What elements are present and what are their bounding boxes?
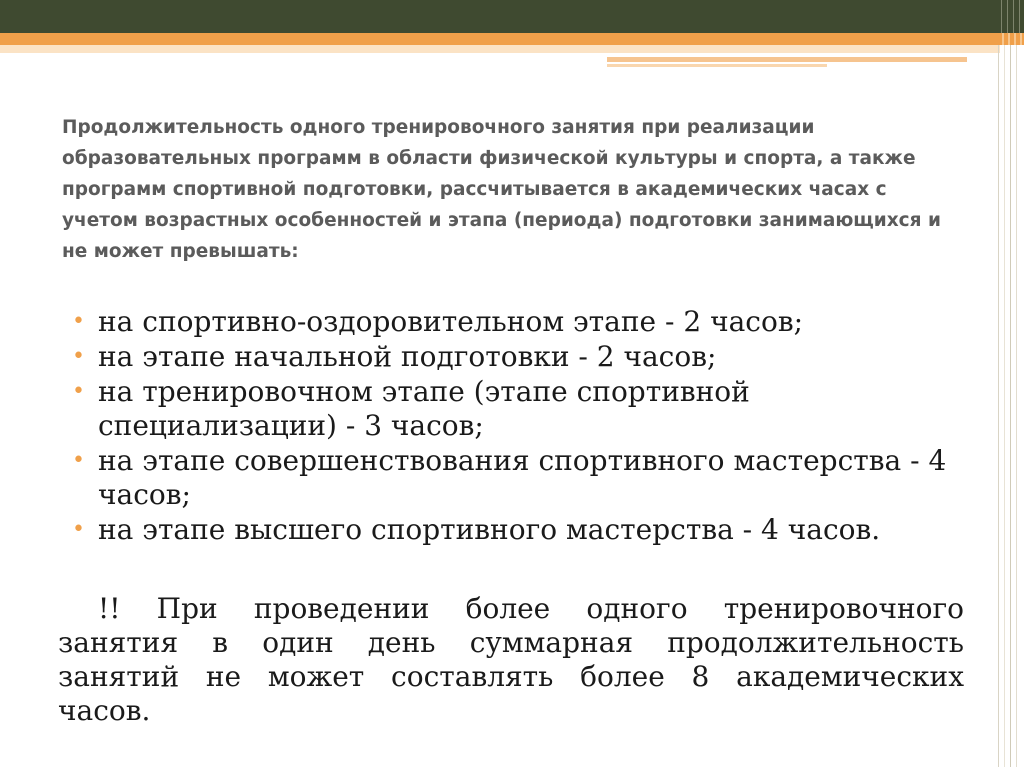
rail-line <box>1004 0 1005 767</box>
rail-orange-texture <box>998 33 1024 45</box>
bullet-item <box>70 444 970 512</box>
bullet-dot-icon: • <box>72 379 85 404</box>
bullet-dot-icon: • <box>72 517 85 542</box>
accent-stripe-pale <box>0 45 1000 53</box>
bullet-list <box>70 305 970 548</box>
bullet-text: на спортивно-оздоровительном этапе - 2 часов; <box>98 305 804 338</box>
bullet-text: на тренировочном этапе (этапе спортивной специализации) - 3 часов; <box>98 375 750 442</box>
bullet-item <box>70 375 970 443</box>
accent-stripe <box>0 33 1024 45</box>
header-band <box>0 0 1024 33</box>
bullet-item <box>70 340 970 374</box>
accent-stripe-short <box>607 57 967 62</box>
rail-line <box>998 0 999 767</box>
bullet-item <box>70 513 970 547</box>
bullet-dot-icon: • <box>72 448 85 473</box>
accent-stripe-shorter <box>607 64 827 67</box>
slide-heading: Продолжительность одного тренировочного занятия при реализации образовательных программ в области физической культуры и спорта, а также программ спортивной подготовки, рассчитывается в академических часах с учетом возрастных особенностей и этапа (периода) подготовки занимающихся и не может превышать: <box>62 117 941 262</box>
bullet-item <box>70 305 970 339</box>
slide-note: !! При проведении более одного тренировочного занятия в один день суммарная продолжительность занятий не может составлять более 8 академических часов. <box>58 592 964 727</box>
rail-line <box>1016 0 1017 767</box>
bullet-dot-icon: • <box>72 309 85 334</box>
decorative-right-rail <box>998 0 1024 767</box>
bullet-text: на этапе высшего спортивного мастерства - 4 часов. <box>98 513 881 546</box>
bullet-text: на этапе совершенствования спортивного мастерства - 4 часов; <box>98 444 947 511</box>
bullet-text: на этапе начальной подготовки - 2 часов; <box>98 340 717 373</box>
rail-line <box>1010 0 1011 767</box>
bullet-dot-icon: • <box>72 344 85 369</box>
rail-top-texture <box>998 0 1024 33</box>
